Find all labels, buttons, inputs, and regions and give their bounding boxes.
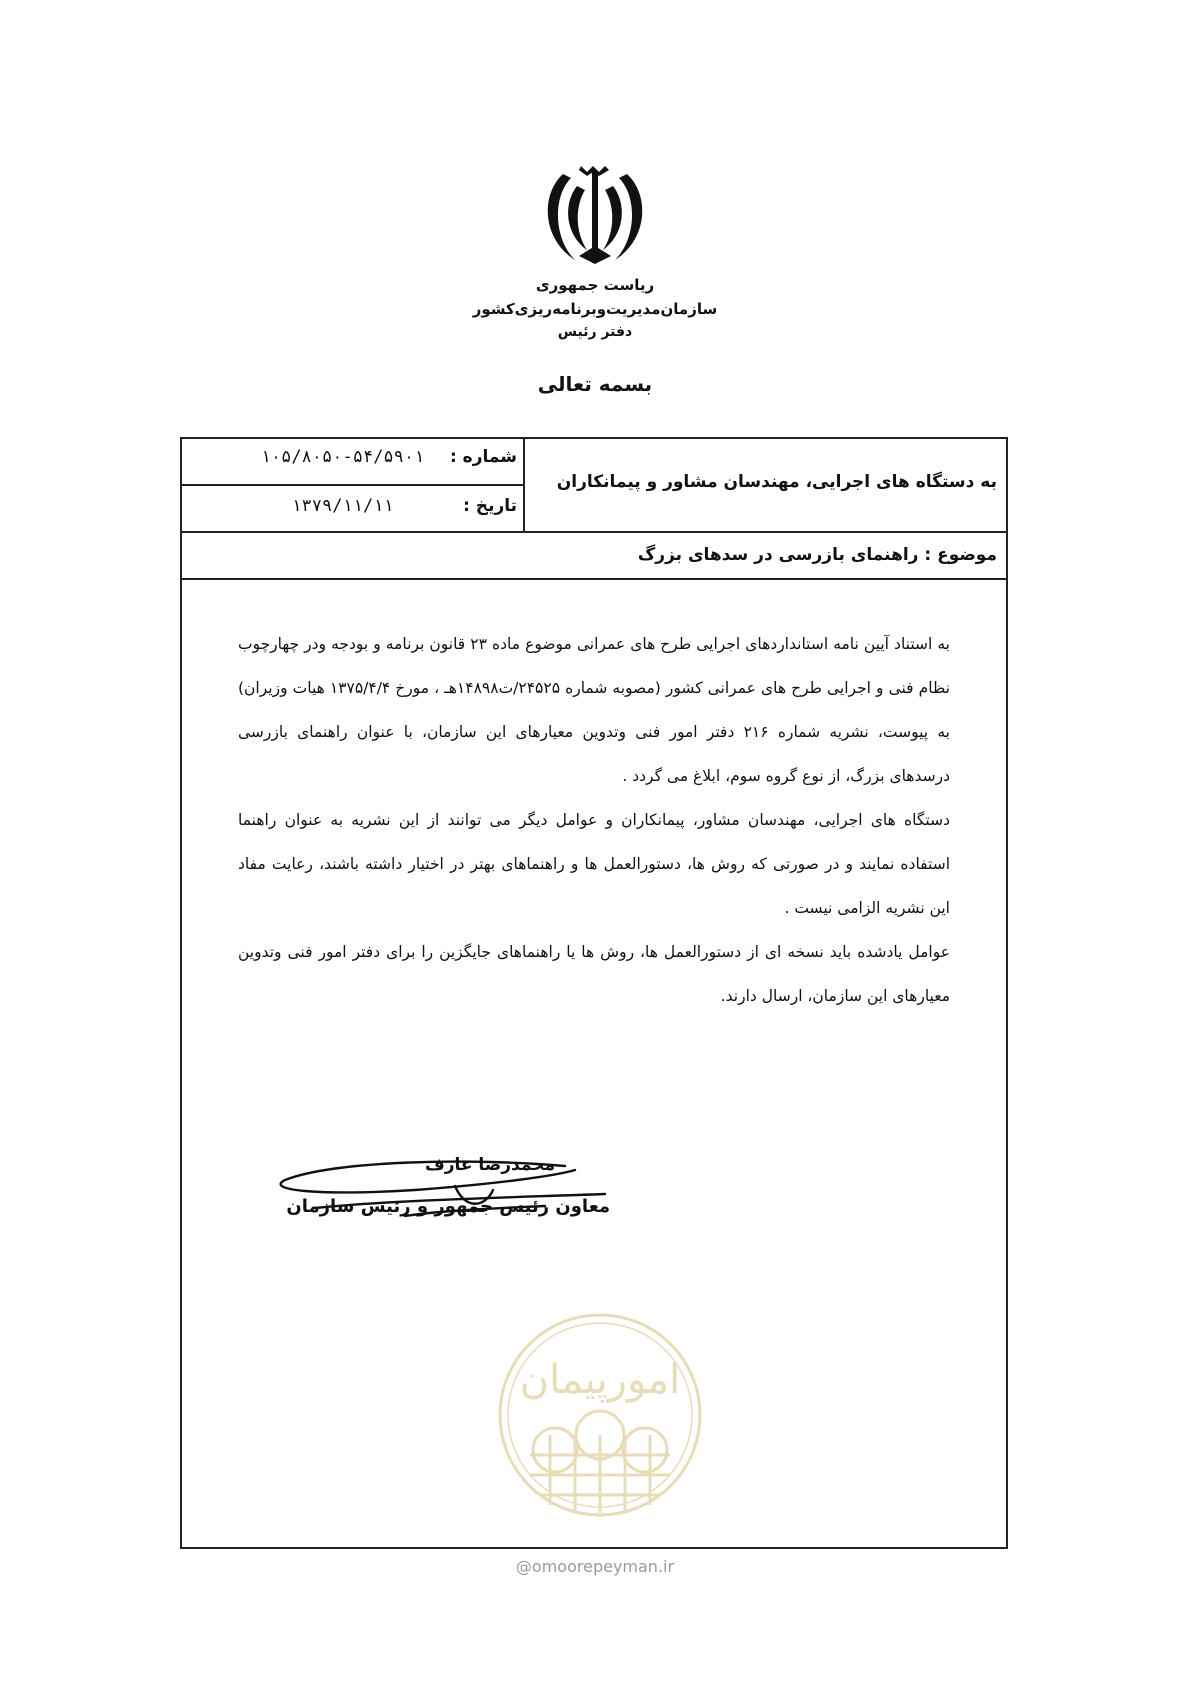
meta-divider [180,484,523,486]
date-value: ۱۳۷۹/۱۱/۱۱ [291,496,394,516]
header-line-office: دفتر رئیس [557,324,633,340]
number-value: ۱۰۵/۸۰۵۰-۵۴/۵۹۰۱ [260,447,425,467]
basmala: بسمه تعالی [537,372,653,396]
date-label: تاریخ : [463,496,517,516]
subject-bottom-line [180,578,1008,580]
signatory-name: محمدرضا عارف [424,1155,555,1175]
recipient: به دستگاه های اجرایی، مهندسان مشاور و پیمانکاران [556,472,997,492]
header-line-presidency: ریاست جمهوری [535,276,655,294]
header-line-organization: سازمان‌مدیریت‌وبرنامه‌ریزی‌کشور [472,300,718,318]
website-watermark: @omoorepeyman.ir [515,1557,675,1576]
body-paragraph-2: دستگاه های اجرایی، مهندسان مشاور، پیمانکاران و عوامل دیگر می توانند از این نشریه به عنوان راهنما استفاده نمایند و در صورتی که روش ها، دستورالعمل ها و راهنماهای بهتر در اختیار داشته باشند، رعایت مفاد این نشریه الزامی نیست . [238,811,950,917]
meta-recipient-divider [523,437,525,532]
letter-body [238,622,950,1018]
number-label: شماره : [449,447,517,467]
iran-emblem-icon [535,160,655,272]
body-paragraph-1: به استناد آیین نامه استانداردهای اجرایی طرح های عمرانی موضوع ماده ۲۳ قانون برنامه و بودجه ودر چهارچوب نظام فنی و اجرایی طرح های عمرانی کشور (مصوبه شماره ۲۴۵۲۵/ت۱۴۸۹۸هـ ، مورخ ۱۳۷۵/۴/۴ هیات وزیران) به پیوست، نشریه شماره ۲۱۶ دفتر امور فنی وتدوین معیارهای این سازمان، با عنوان راهنمای بازرسی درسدهای بزرگ، از نوع گروه سوم، ابلاغ می گردد . [238,635,950,785]
omoorepeyman-seal-icon [490,1305,710,1525]
handwritten-signature [255,1150,615,1240]
subject-line: موضوع : راهنمای بازرسی در سدهای بزرگ [637,545,997,565]
signatory-title: معاون رئیس جمهور و رئیس سازمان [286,1196,610,1217]
watermark-text: امورپیمان [519,1357,681,1403]
header-bottom-line [180,531,1008,533]
body-paragraph-3: عوامل یادشده باید نسخه ای از دستورالعمل ها، روش ها یا راهنماهای جایگزین را برای دفتر امور فنی وتدوین معیارهای این سازمان، ارسال دارند. [238,943,950,1005]
